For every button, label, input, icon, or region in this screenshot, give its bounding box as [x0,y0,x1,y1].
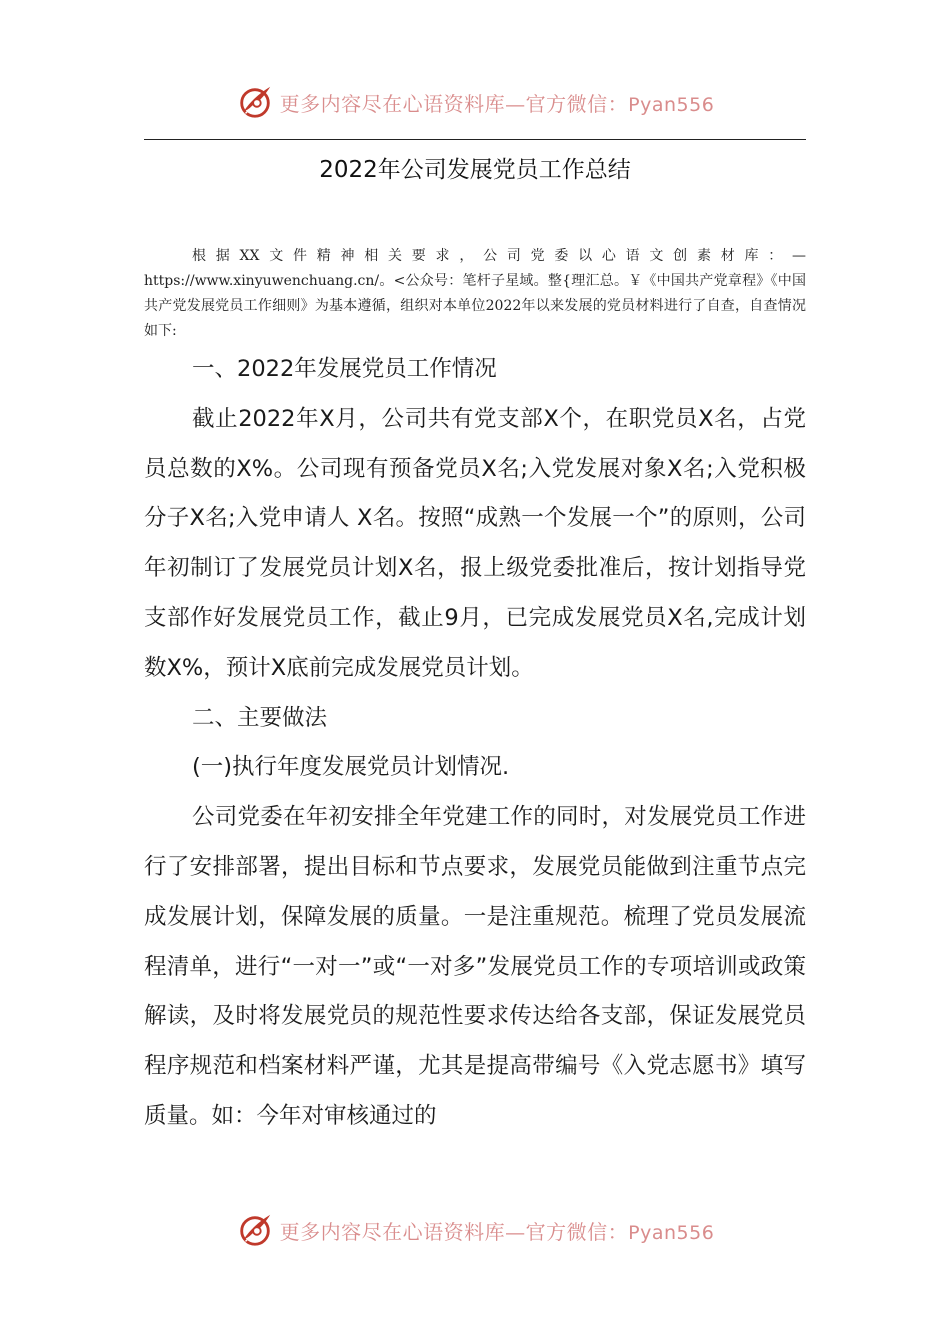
body-paragraph-1: 截止2022年X月，公司共有党支部X个，在职党员X名，占党员总数的X%。公司现有预备党员X名;入党发展对象X名;入党积极分子X名;入党申请人 X名。按照“成熟一个发展一个”的原则，公司年初制订了发展党员计划X名，报上级党委批准后，按计划指导党支部作好发展党员工作，截止9月，已完成发展党员X名,完成计划数X%，预计X底前完成发展党员计划。 [144,405,806,681]
watermark-text: 更多内容尽在心语资料库—官方微信：Pyan556 [279,1219,715,1244]
watermark-header [0,82,950,122]
intro-paragraph: 根据XX文件精神相关要求，公司党委以心语文创素材库：— https://www.xinyuwenchuang.cn/。<公众号：笔杆子星域。整{理汇总。￥《中国共产党章程》《中国共产党发展党员工作细则》为基本遵循，组织对本单位2022年以来发展的党员材料进行了自查，自查情况如下: [144,248,806,339]
section-heading-1: 一、2022年发展党员工作情况 [192,356,497,382]
document-title: 2022年公司发展党员工作总结 [319,157,631,183]
document-body [144,345,806,1142]
quill-logo-icon [236,1211,274,1249]
body-paragraph-2: 公司党委在年初安排全年党建工作的同时，对发展党员工作进行了安排部署，提出目标和节点要求，发展党员能做到注重节点完成发展计划，保障发展的质量。一是注重规范。梳理了党员发展流程清单，进行“一对一”或“一对多”发展党员工作的专项培训或政策解读，及时将发展党员的规范性要求传达给各支部，保证发展党员程序规范和档案材料严谨，尤其是提高带编号《入党志愿书》填写质量。如：今年对审核通过的 [144,804,806,1129]
section-heading-2: 二、主要做法 [192,704,328,731]
header-divider [144,139,806,140]
watermark-footer [0,1210,950,1250]
subsection-heading-1: (一)执行年度发展党员计划情况. [192,754,510,781]
quill-logo-icon [236,83,274,121]
watermark-text: 更多内容尽在心语资料库—官方微信：Pyan556 [279,91,715,116]
